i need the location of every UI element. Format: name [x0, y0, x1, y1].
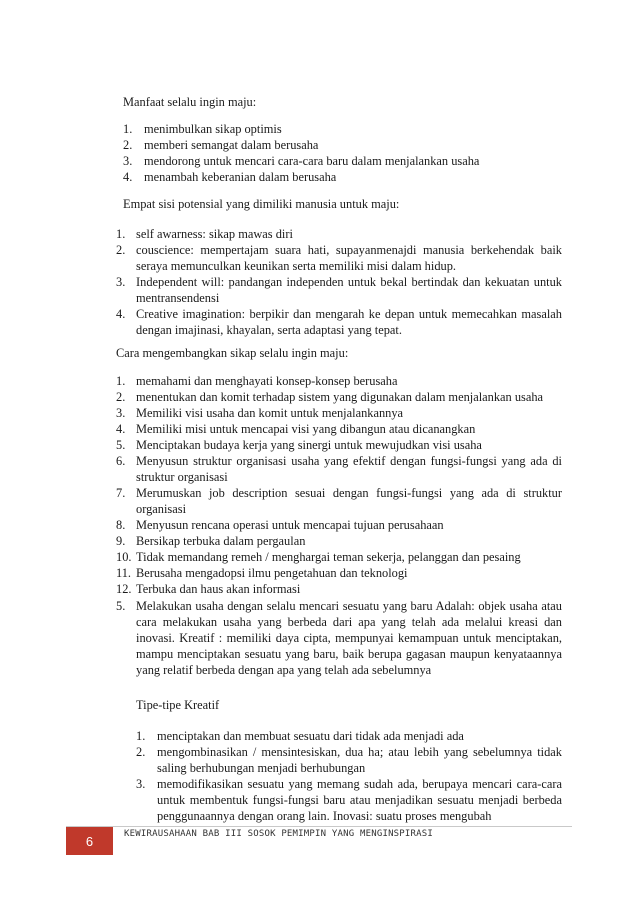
potensi-list: [116, 226, 562, 338]
list-item: 9. Bersikap terbuka dalam pergaulan: [116, 534, 306, 548]
potensi-section: [116, 226, 562, 338]
list-item: 12. Terbuka dan haus akan informasi: [116, 582, 301, 596]
page-number: 6: [85, 833, 94, 849]
list-item: 3. Memiliki visi usaha dan komit untuk menjalankannya: [116, 406, 404, 420]
list-item: 3. memodifikasikan sesuatu yang memang sudah ada, berupaya mencari cara-cara untuk membentuk fungsi-fungsi baru atau menjadikan sesuatu menjadi berbeda penggunaannya dengan orang lain. Inovasi: suatu proses mengubah: [136, 777, 562, 823]
list-item: 1. memahami dan menghayati konsep-konsep berusaha: [116, 374, 398, 388]
list-item: 3. Independent will: pandangan independen untuk bekal bertindak dan kekuatan untuk mentransendensi: [116, 275, 562, 305]
list-item: 2. couscience: mempertajam suara hati, supayanmenajdi manusia berkehendak baik seraya memunculkan keunikan serta memiliki misi dalam hidup.: [116, 243, 562, 273]
list-item: 7. Merumuskan job description sesuai dengan fungsi-fungsi yang ada di struktur organisasi: [116, 486, 562, 516]
tipe-heading-block: [136, 697, 572, 713]
list-item: 2. memberi semangat dalam berusaha: [123, 138, 319, 152]
running-title: KEWIRAUSAHAAN BAB III SOSOK PEMIMPIN YANG MENGINSPIRASI: [124, 829, 434, 839]
list-item: 4. Memiliki misi untuk mencapai visi yang dibangun atau dicanangkan: [116, 422, 476, 436]
manfaat-list: [123, 121, 572, 185]
point5-number: 5.: [116, 599, 126, 613]
list-item: 2. menentukan dan komit terhadap sistem yang digunakan dalam menjalankan usaha: [116, 390, 544, 404]
point5-paragraph: [116, 598, 562, 678]
manfaat-section: [123, 94, 572, 185]
list-item: 3. mendorong untuk mencari cara-cara baru dalam menjalankan usaha: [123, 154, 480, 168]
point5-section: [116, 598, 562, 678]
list-item: 1. self awarness: sikap mawas diri: [116, 227, 293, 241]
list-item: 4. Creative imagination: berpikir dan mengarah ke depan untuk memecahkan masalah dengan imajinasi, khayalan, serta adaptasi yang tepat.: [116, 307, 562, 337]
cara-section: [116, 345, 562, 597]
cara-list: [116, 373, 562, 597]
cara-heading: Cara mengembangkan sikap selalu ingin maju:: [116, 346, 349, 360]
tipe-list: [136, 728, 562, 824]
page-number-badge: [66, 827, 113, 855]
potensi-heading: Empat sisi potensial yang dimiliki manusia untuk maju:: [123, 197, 400, 211]
manfaat-heading: Manfaat selalu ingin maju:: [123, 95, 257, 109]
point5-text: Melakukan usaha dengan selalu mencari sesuatu yang baru Adalah: objek usaha atau cara melakukan usaha yang berbeda dari apa yang telah ada melalui kreasi dan inovasi. Kreatif : memiliki daya cipta, mempunyai kemampuan untuk menciptakan, mampu menciptakan sesuatu yang baru, baik berupa gagasan maupun kenyataannya yang relatif berbeda dengan apa yang telah ada sebelumnya: [136, 599, 562, 677]
list-item: 4. menambah keberanian dalam berusaha: [123, 170, 337, 184]
list-item: 11. Berusaha mengadopsi ilmu pengetahuan dan teknologi: [116, 566, 408, 580]
list-item: 5. Menciptakan budaya kerja yang sinergi untuk mewujudkan visi usaha: [116, 438, 482, 452]
list-item: 8. Menyusun rencana operasi untuk mencapai tujuan perusahaan: [116, 518, 444, 532]
potensi-heading-block: [123, 196, 572, 212]
list-item: 1. menimbulkan sikap optimis: [123, 122, 282, 136]
footer-divider: [66, 826, 572, 827]
tipe-section: [136, 728, 562, 824]
list-item: 6. Menyusun struktur organisasi usaha yang efektif dengan fungsi-fungsi yang ada di struktur organisasi: [116, 454, 562, 484]
list-item: 10. Tidak memandang remeh / menghargai teman sekerja, pelanggan dan pesaing: [116, 550, 521, 564]
list-item: 2. mengombinasikan / mensintesiskan, dua ha; atau lebih yang sebelumnya tidak saling berhubungan menjadi berhubungan: [136, 745, 562, 775]
list-item: 1. menciptakan dan membuat sesuatu dari tidak ada menjadi ada: [136, 729, 464, 743]
tipe-heading: Tipe-tipe Kreatif: [136, 698, 220, 712]
